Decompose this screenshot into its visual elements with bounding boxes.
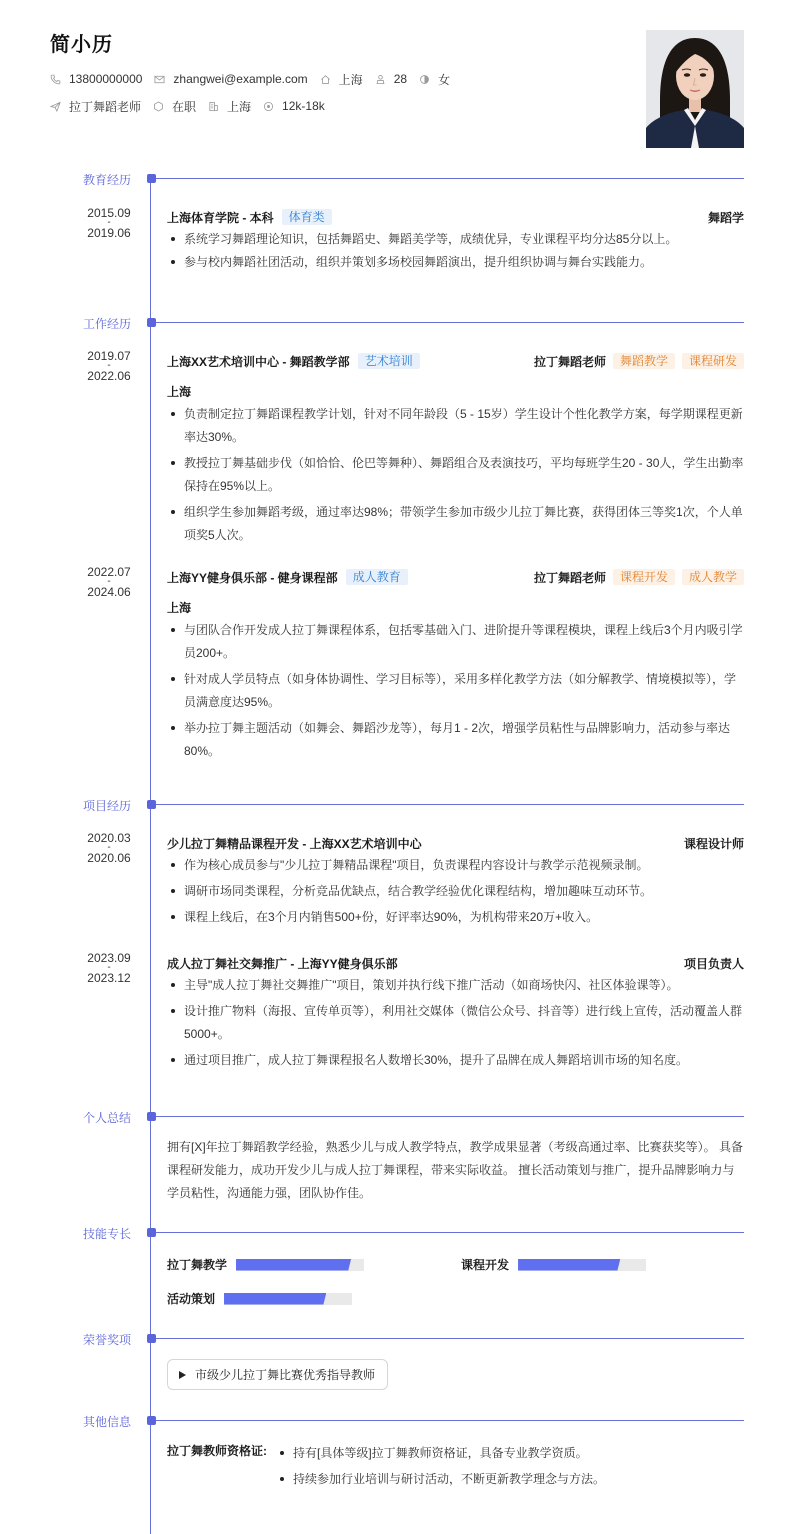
skill-tag: 课程开发 (613, 569, 675, 585)
list-item: 作为核心成员参与"少儿拉丁舞精品课程"项目，负责课程内容设计与教学示范视频录制。 (167, 854, 744, 877)
entry-header-left (167, 353, 420, 370)
salary-text: 12k-18k (282, 99, 325, 113)
certificate-label: 拉丁舞教师资格证: (167, 1444, 267, 1458)
skill-bar (236, 1259, 364, 1271)
certificate-list (276, 1440, 744, 1492)
list-item: 主导"成人拉丁舞社交舞推广"项目，策划并执行线下推广活动（如商场快闪、社区体验课等）。 (167, 974, 744, 997)
skill-bar (224, 1293, 352, 1305)
skill-name: 拉丁舞教学 (167, 1258, 228, 1272)
gender-text: 女 (438, 72, 451, 87)
project-name: 少儿拉丁舞精品课程开发 - 上海XX艺术培训中心 (167, 836, 422, 851)
list-item: 系统学习舞蹈理论知识，包括舞蹈史、舞蹈美学等，成绩优异，专业课程平均分达85分以上。 (167, 228, 744, 251)
phone-icon (50, 74, 61, 85)
section-divider (156, 178, 744, 179)
section-title-awards: 荣誉奖项 (83, 1333, 132, 1347)
email-item (154, 71, 307, 87)
start-date: 2015.09 (87, 206, 131, 220)
end-date: 2023.12 (87, 971, 131, 985)
work-city: 上海 (167, 601, 192, 615)
section-marker (147, 800, 156, 809)
entry-header (167, 353, 744, 369)
gender-icon (419, 74, 430, 85)
entry-header-right (684, 835, 744, 852)
section-divider (156, 1232, 744, 1233)
status-text: 在职 (172, 99, 197, 114)
section-divider (156, 804, 744, 805)
work-entry (167, 569, 744, 763)
certificate-bullets (276, 1440, 744, 1492)
status-icon (153, 101, 164, 112)
section-title-projects: 项目经历 (83, 799, 132, 813)
project-role: 课程设计师 (683, 836, 744, 851)
job-text: 拉丁舞蹈老师 (69, 99, 142, 114)
education-date (78, 206, 140, 240)
entry-header (167, 835, 744, 851)
entry-header-right (684, 955, 744, 972)
end-date: 2024.06 (87, 585, 131, 599)
start-date: 2022.07 (87, 565, 131, 579)
city-item (320, 71, 363, 87)
end-date: 2022.06 (87, 369, 131, 383)
start-date: 2023.09 (87, 951, 131, 965)
person-icon (375, 74, 386, 85)
mail-icon (154, 74, 165, 85)
entry-header (167, 955, 744, 971)
skill-tag: 课程研发 (682, 353, 744, 369)
skill-name: 活动策划 (167, 1292, 216, 1306)
entry-header-right (534, 353, 744, 370)
entry-header-left (167, 569, 408, 586)
section-marker (147, 1112, 156, 1121)
entry-header-right (708, 209, 744, 226)
salary-icon (263, 101, 274, 112)
section-marker (147, 1416, 156, 1425)
list-item: 负责制定拉丁舞蹈课程教学计划，针对不同年龄段（5 - 15岁）学生设计个性化教学方案，每学期课程更新率达30%。 (167, 403, 744, 449)
profile-photo (646, 30, 744, 148)
skill-bar-fill (236, 1259, 351, 1271)
list-item: 设计推广物料（海报、宣传单页等），利用社交媒体（微信公众号、抖音等）进行线上宣传，活动覆盖人群5000+。 (167, 1000, 744, 1046)
section-divider (156, 1420, 744, 1421)
send-icon (50, 101, 61, 112)
list-item: 调研市场同类课程，分析竞品优缺点，结合教学经验优化课程结构，增加趣味互动环节。 (167, 880, 744, 903)
skill-item (461, 1256, 646, 1273)
city-text: 上海 (338, 72, 363, 87)
skill-bar (518, 1259, 646, 1271)
entry-header (167, 209, 744, 225)
entry-header-left (167, 835, 422, 852)
list-item: 针对成人学员特点（如身体协调性、学习目标等），采用多样化教学方法（如分解教学、情境模拟等），学员满意度达95%。 (167, 668, 744, 714)
entry-header-left (167, 209, 332, 226)
school-name: 上海体育学院 - 本科 (167, 210, 274, 225)
date-dash: - (107, 962, 111, 973)
salary-item (263, 98, 325, 114)
section-title-other: 其他信息 (83, 1415, 132, 1429)
company-name: 上海XX艺术培训中心 - 舞蹈教学部 (167, 354, 350, 369)
section-marker (147, 1334, 156, 1343)
category-tag: 体育类 (282, 209, 332, 225)
project-entry (167, 835, 744, 929)
company-name: 上海YY健身俱乐部 - 健身课程部 (167, 570, 338, 585)
building-icon (208, 101, 219, 112)
section-marker (147, 318, 156, 327)
list-item: 参与校内舞蹈社团活动，组织并策划多场校园舞蹈演出，提升组织协调与舞台实践能力。 (167, 251, 744, 274)
section-marker (147, 1228, 156, 1237)
job-item (50, 98, 141, 114)
project-entry (167, 955, 744, 1072)
end-date: 2020.06 (87, 851, 131, 865)
section-title-work: 工作经历 (83, 317, 132, 331)
list-item: 教授拉丁舞基础步伐（如恰恰、伦巴等舞种）、舞蹈组合及表演技巧，平均每班学生20 - 30人，学生出勤率保持在95%以上。 (167, 452, 744, 498)
skill-item (167, 1256, 364, 1273)
job-role: 拉丁舞蹈老师 (533, 354, 606, 369)
project-bullets (167, 854, 744, 929)
skill-tag: 成人教学 (682, 569, 744, 585)
start-date: 2020.03 (87, 831, 131, 845)
work-entry (167, 353, 744, 547)
section-title-summary: 个人总结 (83, 1111, 132, 1125)
entry-header-left (167, 955, 398, 972)
education-entry (167, 209, 744, 274)
section-marker (147, 174, 156, 183)
skill-bar-fill (224, 1293, 326, 1305)
project-name: 成人拉丁舞社交舞推广 - 上海YY健身俱乐部 (167, 956, 398, 971)
summary-text: 拥有[X]年拉丁舞蹈教学经验，熟悉少儿与成人教学特点，教学成果显著（考级高通过率、比赛获奖等）。 具备课程研发能力，成功开发少儿与成人拉丁舞课程，带来实际收益。 擅长活动策划与推广，提升品牌影响力与学员粘性，沟通能力强，团队协作佳。 (167, 1140, 744, 1200)
education-bullets (167, 228, 744, 274)
section-title-education: 教育经历 (83, 173, 132, 187)
list-item: 持有[具体等级]拉丁舞教师资格证，具备专业教学资质。 (276, 1440, 744, 1466)
list-item: 持续参加行业培训与研讨活动，不断更新教学理念与方法。 (276, 1466, 744, 1492)
phone-item (50, 71, 142, 87)
work-city: 上海 (167, 385, 192, 399)
play-triangle-icon (179, 1371, 186, 1379)
skill-name: 课程开发 (461, 1258, 510, 1272)
section-title-skills: 技能专长 (83, 1227, 132, 1241)
list-item: 举办拉丁舞主题活动（如舞会、舞蹈沙龙等），每月1 - 2次，增强学员粘性与品牌影响力，活动参与率达80%。 (167, 717, 744, 763)
work-bullets (167, 403, 744, 547)
date-dash: - (107, 217, 111, 228)
candidate-name: 简小历 (50, 34, 113, 56)
target-city-item (208, 98, 251, 114)
project-date (78, 951, 140, 985)
date-dash: - (107, 576, 111, 587)
project-bullets (167, 974, 744, 1072)
list-item: 组织学生参加舞蹈考级，通过率达98%；带领学生参加市级少儿拉丁舞比赛，获得团体三等奖1次，个人单项奖5人次。 (167, 501, 744, 547)
end-date: 2019.06 (87, 226, 131, 240)
home-icon (320, 74, 331, 85)
entry-header (167, 569, 744, 585)
contact-row (50, 71, 462, 87)
job-role: 拉丁舞蹈老师 (533, 570, 606, 585)
project-date (78, 831, 140, 865)
award-chip (167, 1359, 388, 1390)
job-row (50, 98, 337, 114)
skill-item (167, 1290, 352, 1307)
industry-tag: 成人教育 (346, 569, 408, 585)
section-divider (156, 1116, 744, 1117)
status-item (153, 98, 196, 114)
gender-item (419, 71, 450, 87)
date-dash: - (107, 842, 111, 853)
timeline-line (150, 178, 151, 1534)
award-text: 市级少儿拉丁舞比赛优秀指导教师 (195, 1368, 376, 1382)
section-divider (156, 1338, 744, 1339)
work-date (78, 349, 140, 383)
list-item: 与团队合作开发成人拉丁舞课程体系，包括零基础入门、进阶提升等课程模块，课程上线后3个月内吸引学员200+。 (167, 619, 744, 665)
industry-tag: 艺术培训 (358, 353, 420, 369)
work-date (78, 565, 140, 599)
age-item (375, 71, 407, 87)
date-dash: - (107, 360, 111, 371)
list-item: 通过项目推广，成人拉丁舞课程报名人数增长30%，提升了品牌在成人舞蹈培训市场的知名度。 (167, 1049, 744, 1072)
entry-header-right (534, 569, 744, 586)
phone-text: 13800000000 (69, 72, 143, 86)
major-name: 舞蹈学 (707, 210, 744, 225)
work-bullets (167, 619, 744, 763)
skill-bar-fill (518, 1259, 620, 1271)
age-text: 28 (393, 72, 408, 86)
skill-tag: 舞蹈教学 (613, 353, 675, 369)
email-text: zhangwei@example.com (173, 72, 308, 86)
section-divider (156, 322, 744, 323)
target-city-text: 上海 (227, 99, 252, 114)
project-role: 项目负责人 (683, 956, 744, 971)
start-date: 2019.07 (87, 349, 131, 363)
list-item: 课程上线后，在3个月内销售500+份，好评率达90%，为机构带来20万+收入。 (167, 906, 744, 929)
